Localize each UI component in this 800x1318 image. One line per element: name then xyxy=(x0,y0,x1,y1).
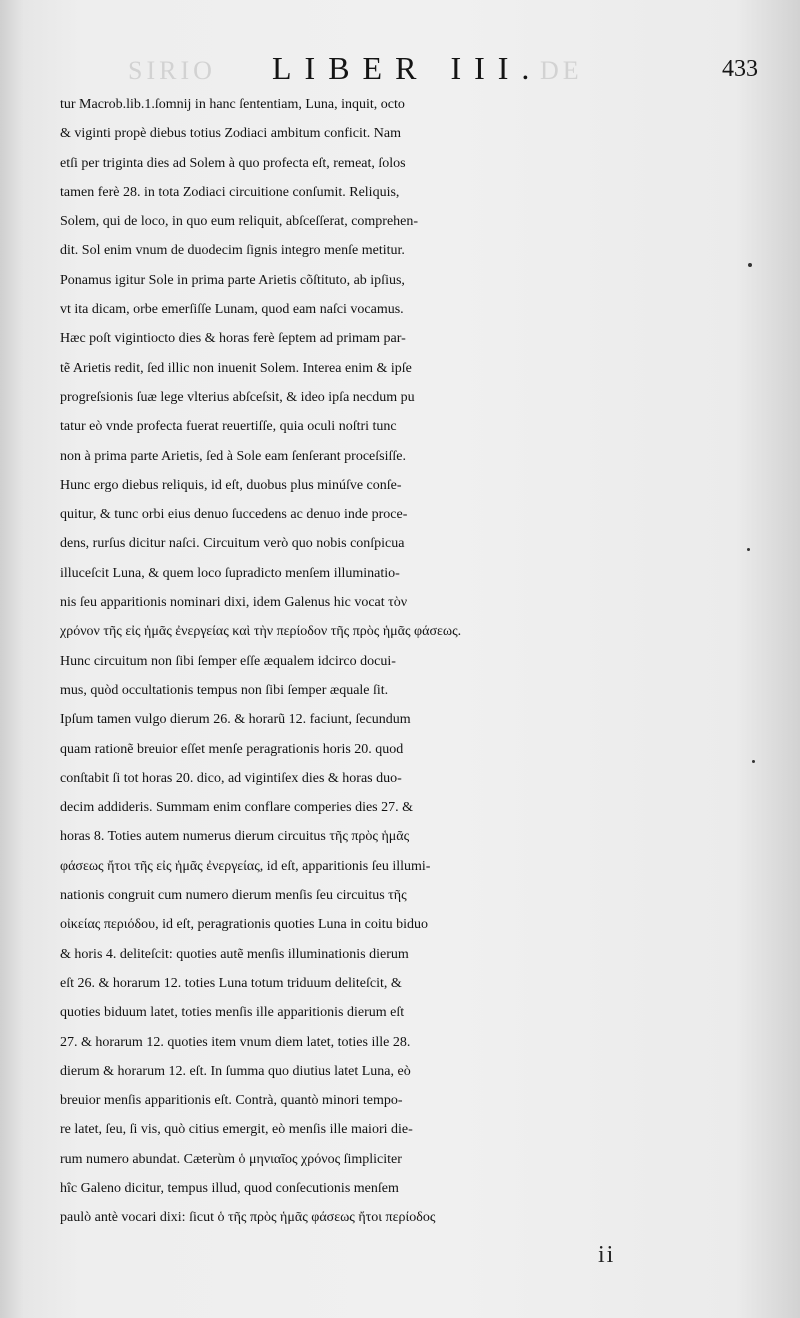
text-line: & horis 4. deliteſcit: quoties autẽ menſis illuminationis dierum xyxy=(60,946,409,962)
text-line: nationis congruit cum numero dierum menſis ſeu circuitus τῆς xyxy=(60,888,407,904)
running-header xyxy=(0,46,800,96)
text-line: illuceſcit Luna, & quem loco ſupradicto menſem illuminatio- xyxy=(60,565,400,581)
text-line: non à prima parte Arietis, ſed à Sole eam ſenſerant proceſsiſſe. xyxy=(60,448,406,464)
text-line: tamen ferè 28. in tota Zodiaci circuitione conſumit. Reliquis, xyxy=(60,184,400,200)
text-line: rum numero abundat. Cæterùm ὁ μηνιαῖος χρόνος ſimpliciter xyxy=(60,1151,402,1167)
text-line: mus, quòd occultationis tempus non ſibi ſemper æquale ſit. xyxy=(60,682,389,698)
text-line: re latet, ſeu, ſi vis, quò citius emergit, eò menſis ille maiori die- xyxy=(60,1122,413,1138)
ink-speck xyxy=(748,263,752,267)
text-line: paulò antè vocari dixi: ſicut ὁ τῆς πρὸς ἡμᾶς φάσεως ἤτοι περίοδος xyxy=(60,1210,436,1226)
text-line: decim addideris. Summam enim conflare comperies dies 27. & xyxy=(60,800,414,816)
text-line: hîc Galeno dicitur, tempus illud, quod conſecutionis menſem xyxy=(60,1180,399,1196)
text-line: tatur eò vnde profecta fuerat reuertiſſe, quia oculi noſtri tunc xyxy=(60,419,397,435)
text-line: 27. & horarum 12. quoties item vnum diem latet, toties ille 28. xyxy=(60,1034,411,1050)
text-line: Hæc poſt vigintiocto dies & horas ferè ſeptem ad primam par- xyxy=(60,331,406,347)
text-line: etſi per triginta dies ad Solem à quo profecta eſt, remeat, ſolos xyxy=(60,155,406,171)
text-line: breuior menſis apparitionis eſt. Contrà, quantò minori tempo- xyxy=(60,1093,403,1109)
text-line: quitur, & tunc orbi eius denuo ſuccedens ac denuo inde proce- xyxy=(60,507,408,523)
text-line: vt ita dicam, orbe emerſiſſe Lunam, quod eam naſci vocamus. xyxy=(60,302,404,318)
text-line: quoties biduum latet, toties menſis ille apparitionis dierum eſt xyxy=(60,1005,405,1021)
page-number: 433 xyxy=(722,56,758,82)
text-line: Ipſum tamen vulgo dierum 26. & horarũ 12. faciunt, ſecundum xyxy=(60,712,411,728)
show-through-text-left: SIRIO xyxy=(128,56,216,85)
text-line: φάσεως ἤτοι τῆς εἰς ἡμᾶς ἐνεργείας, id eſt, apparitionis ſeu illumi- xyxy=(60,858,431,874)
text-line: Solem, qui de loco, in quo eum reliquit, abſceſſerat, comprehen- xyxy=(60,214,419,230)
text-line: progreſsionis ſuæ lege vlterius abſceſsit, & ideo ipſa necdum pu xyxy=(60,389,415,405)
ink-speck xyxy=(752,760,755,763)
text-line: tẽ Arietis redit, ſed illic non inuenit Solem. Interea enim & ipſe xyxy=(60,360,412,376)
text-line: quam rationẽ breuior eſſet menſe peragrationis horis 20. quod xyxy=(60,741,404,757)
show-through-text-right: DE xyxy=(540,56,583,85)
ink-speck xyxy=(747,548,750,551)
signature-mark: ii xyxy=(598,1242,616,1268)
text-line: horas 8. Toties autem numerus dierum circuitus τῆς πρὸς ἡμᾶς xyxy=(60,829,410,845)
text-line: dit. Sol enim vnum de duodecim ſignis integro menſe metitur. xyxy=(60,243,405,259)
text-line: tur Macrob.lib.1.ſomnij in hanc ſententiam, Luna, inquit, octo xyxy=(60,97,405,112)
text-line: conſtabit ſi tot horas 20. dico, ad vigintiſex dies & horas duo- xyxy=(60,770,402,786)
text-line: nis ſeu apparitionis nominari dixi, idem Galenus hic vocat τὸν xyxy=(60,595,408,611)
text-line: Hunc ergo diebus reliquis, id eſt, duobus plus minúſve conſe- xyxy=(60,477,402,493)
text-line: eſt 26. & horarum 12. toties Luna totum triduum deliteſcit, & xyxy=(60,975,402,991)
text-line: χρόνον τῆς εἰς ἡμᾶς ἐνεργείας καὶ τὴν περίοδον τῆς πρὸς ἡμᾶς φάσεως. xyxy=(60,624,462,640)
text-line: dierum & horarum 12. eſt. In ſumma quo diutius latet Luna, eò xyxy=(60,1063,411,1079)
text-line: Ponamus igitur Sole in prima parte Arietis cõſtituto, ab ipſius, xyxy=(60,272,405,288)
body-text xyxy=(60,90,796,1233)
text-line: & viginti propè diebus totius Zodiaci ambitum conficit. Nam xyxy=(60,126,401,142)
running-title: LIBER III. xyxy=(272,50,543,86)
text-line: Hunc circuitum non ſibi ſemper eſſe æqualem idcirco docui- xyxy=(60,653,396,669)
text-line: οἰκείας περιόδου, id eſt, peragrationis quoties Luna in coitu biduo xyxy=(60,917,429,933)
text-line: dens, rurſus dicitur naſci. Circuitum verò quo nobis conſpicua xyxy=(60,536,405,552)
